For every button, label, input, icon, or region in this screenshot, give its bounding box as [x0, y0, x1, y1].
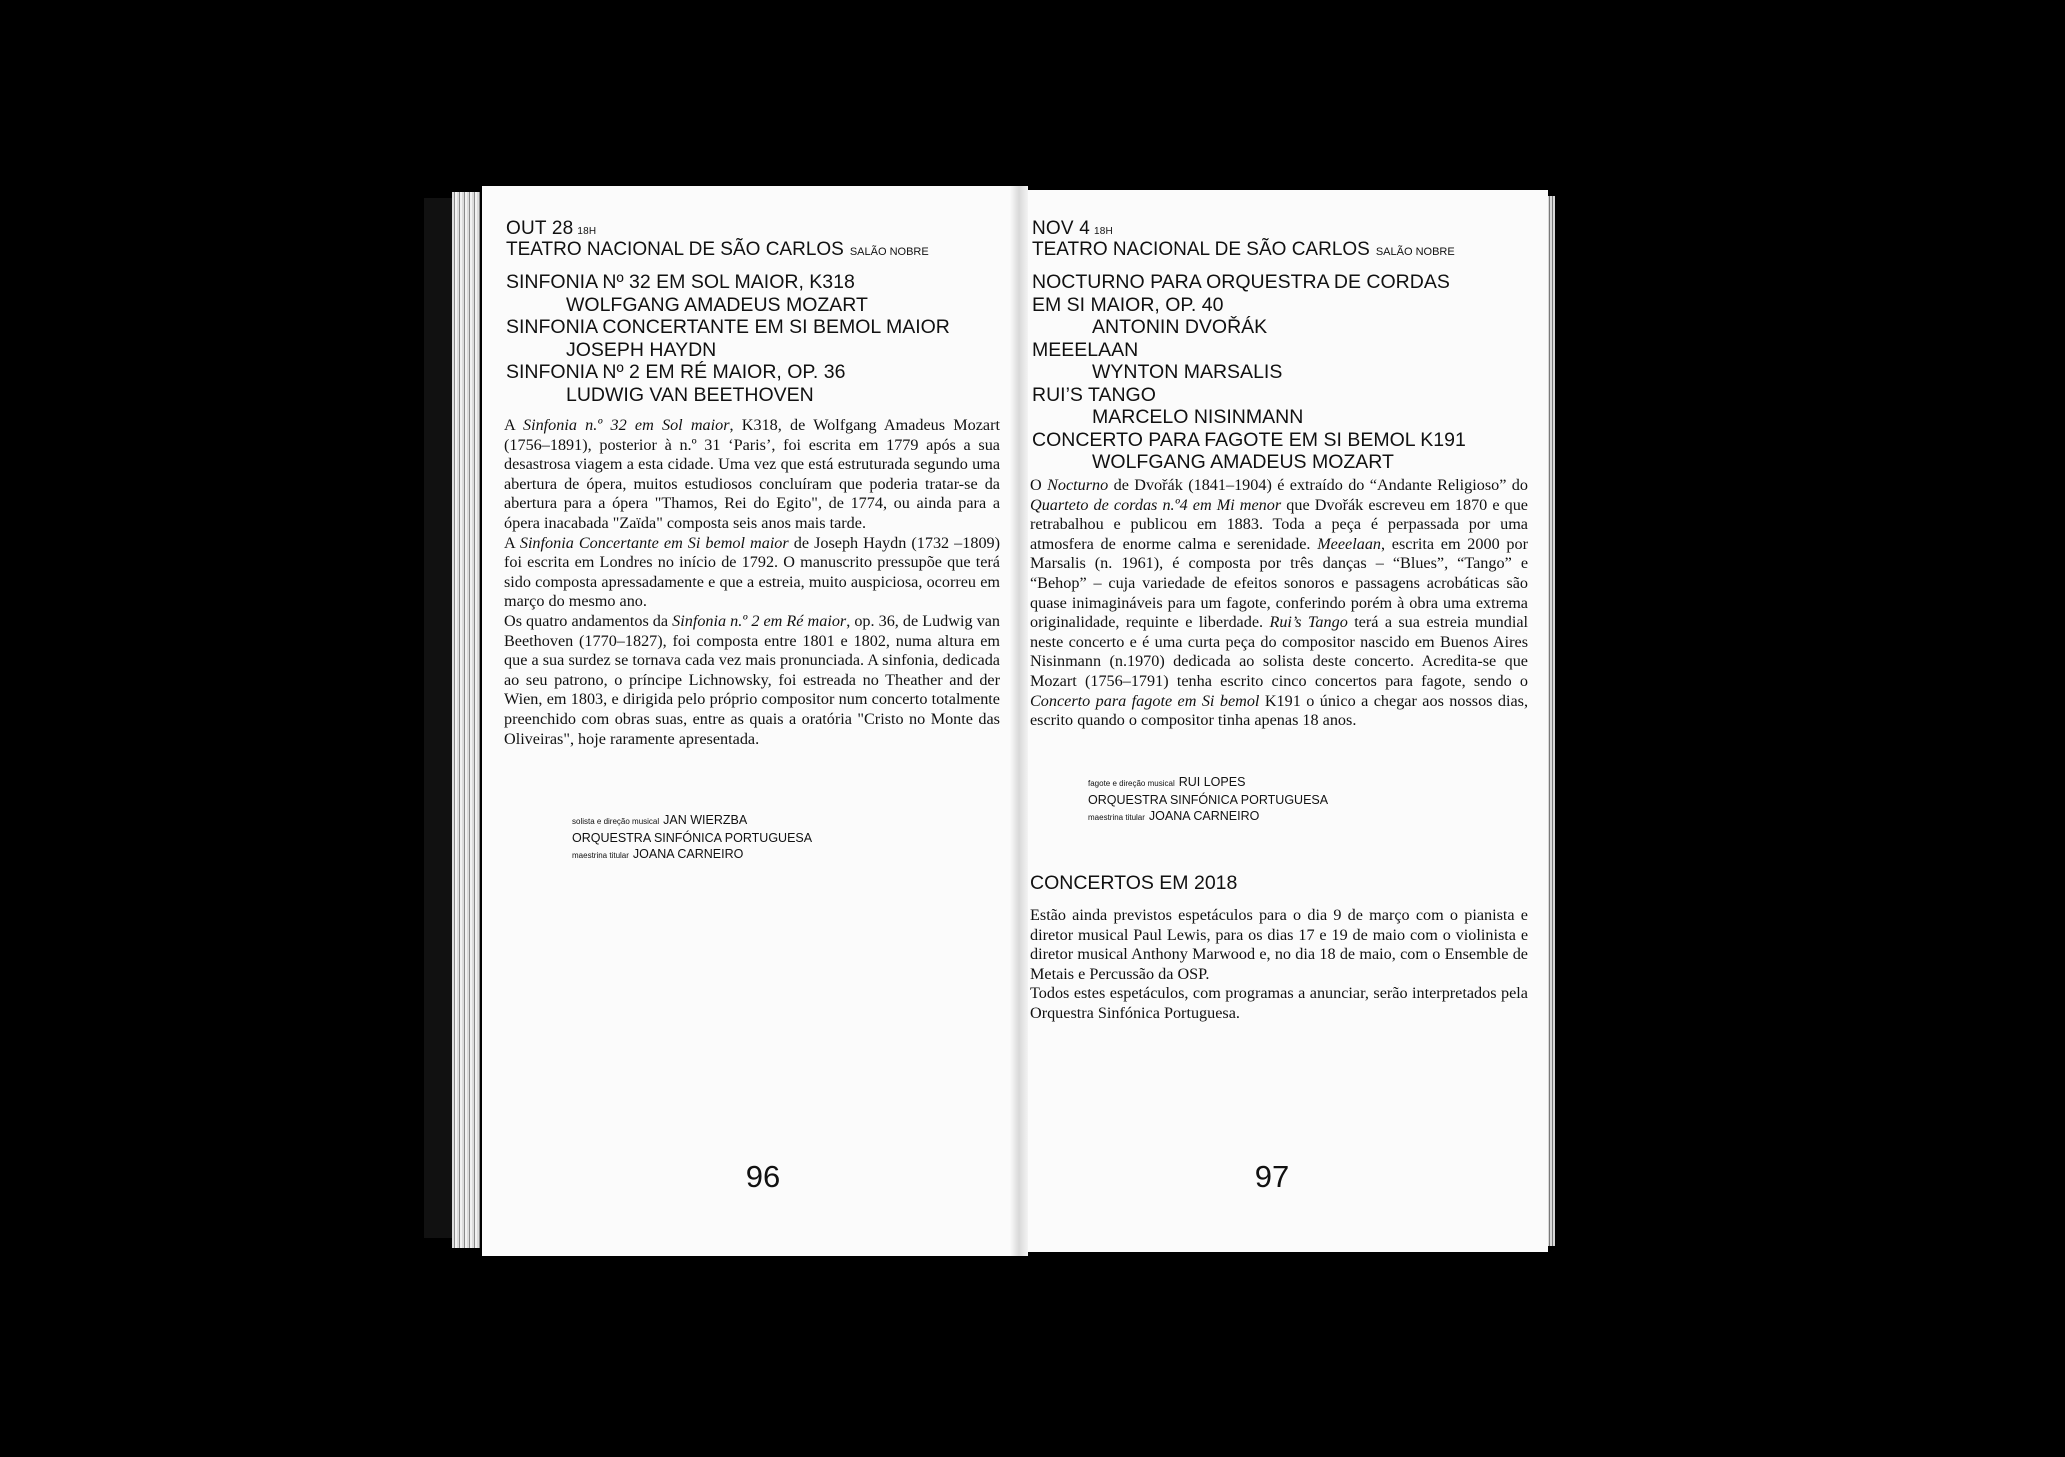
- conductor-name: JOANA CARNEIRO: [1148, 809, 1260, 823]
- performer-credits: [1088, 774, 1328, 826]
- program-work: EM SI MAIOR, OP. 40: [1032, 293, 1224, 316]
- soloist-credit: [1088, 774, 1328, 792]
- text-run: A: [504, 533, 520, 552]
- book-gutter: [1010, 186, 1028, 1256]
- soloist-role: solista e direção musical: [572, 817, 660, 826]
- soloist-credit: [572, 812, 812, 830]
- paragraph: [504, 416, 1000, 534]
- program-composer: MARCELO NISINMANN: [1092, 406, 1304, 428]
- concert-venue: [506, 239, 929, 261]
- text-run: O: [1030, 476, 1048, 494]
- text-run: Todos estes espetáculos, com programas a anunciar, serão interpretados pela Orquestra Sinfónica Portuguesa.: [1030, 984, 1528, 1022]
- text-run: , escrita em 2000 por Marsalis (n. 1961), é composta por três danças – “Blues”, “Tango” e “Behop” – cuja variedade de efeitos sonoros e passagens acrobáticas são quase inimagináveis para um fagote, conferindo porém à obra uma extrema originalidade, requinte e liberdade.: [1030, 534, 1529, 632]
- date-text: OUT 28: [506, 218, 574, 239]
- concert-date: [506, 218, 596, 240]
- section-body: [1030, 906, 1528, 1024]
- date-text: NOV 4: [1032, 218, 1091, 239]
- conductor-role: maestrina titular: [572, 851, 629, 860]
- venue-text: TEATRO NACIONAL DE SÃO CARLOS: [1032, 239, 1370, 260]
- italic-title: Nocturno: [1047, 476, 1109, 494]
- program-notes: [1030, 476, 1528, 731]
- program-work: MEEELAAN: [1032, 338, 1139, 361]
- italic-title: Concerto para fagote em Si bemol: [1030, 691, 1260, 710]
- program-list: [1032, 271, 1466, 474]
- text-run: K191 o único a chegar aos nossos dias, escrito quando o compositor tinha apenas 18 anos.: [1030, 691, 1529, 730]
- text-run: A: [504, 416, 523, 434]
- soloist-name: JAN WIERZBA: [663, 813, 748, 827]
- conductor-credit: [572, 846, 812, 864]
- paragraph: [1030, 906, 1528, 984]
- soloist-role: fagote e direção musical: [1088, 779, 1175, 788]
- program-work: SINFONIA Nº 2 EM RÉ MAIOR, OP. 36: [506, 361, 846, 383]
- time-text: 18H: [577, 226, 597, 237]
- orchestra-name: ORQUESTRA SINFÓNICA PORTUGUESA: [1088, 793, 1329, 807]
- italic-title: Sinfonia Concertante em Si bemol maior: [519, 533, 789, 552]
- page-number: 97: [1254, 1159, 1290, 1194]
- book-cover-edge: [424, 198, 454, 1238]
- conductor-credit: [1088, 808, 1328, 826]
- room-text: SALÃO NOBRE: [849, 246, 929, 258]
- italic-title: Sinfonia n.º 32 em Sol maior: [523, 416, 730, 434]
- conductor-name: JOANA CARNEIRO: [632, 847, 744, 861]
- soloist-name: RUI LOPES: [1178, 775, 1246, 789]
- page-number: 96: [745, 1159, 781, 1194]
- italic-title: Rui’s Tango: [1269, 613, 1348, 632]
- text-run: terá a sua estreia mundial neste concerto e é uma curta peça do compositor nascido em Buenos Aires Nisinmann (n.1970) dedicada ao solista deste concerto. Acredita-se que Mozart (1756–1791) tenha escrito cinco concertos para fagote, sendo o: [1030, 613, 1528, 690]
- orchestra-name: ORQUESTRA SINFÓNICA PORTUGUESA: [572, 831, 813, 845]
- program-list: [506, 271, 950, 406]
- program-work: SINFONIA Nº 32 EM SOL MAIOR, K318: [506, 271, 855, 293]
- text-run: de Dvořák (1841–1904) é extraído do “Andante Religioso” do: [1108, 476, 1528, 494]
- text-run: de Joseph Haydn (1732 –1809) foi escrita em Londres no início de 1792. O manuscrito pressupõe que terá sido composta apressadamente e que a estreia, muito auspiciosa, ocorreu em março do mesmo ano.: [504, 533, 1001, 611]
- paragraph: [504, 612, 1000, 749]
- paragraph: [1030, 984, 1528, 1023]
- italic-title: Meeelaan: [1317, 534, 1382, 553]
- program-composer: WOLFGANG AMADEUS MOZART: [1092, 451, 1394, 473]
- program-work: CONCERTO PARA FAGOTE EM SI BEMOL K191: [1032, 428, 1466, 451]
- program-composer: WYNTON MARSALIS: [1092, 361, 1283, 383]
- italic-title: Quarteto de cordas n.º4 em Mi menor: [1030, 495, 1282, 514]
- program-composer: WOLFGANG AMADEUS MOZART: [566, 293, 868, 316]
- paragraph: [504, 534, 1000, 612]
- program-composer: ANTONIN DVOŘÁK: [1092, 316, 1268, 338]
- text-run: que Dvořák escreveu em 1870 e que retrabalhou e publicou em 1883. Toda a peça é perpassada por uma atmosfera de enorme calma e serenidade.: [1030, 495, 1528, 553]
- venue-text: TEATRO NACIONAL DE SÃO CARLOS: [506, 239, 844, 260]
- room-text: SALÃO NOBRE: [1375, 246, 1455, 258]
- conductor-role: maestrina titular: [1088, 813, 1145, 822]
- program-composer: LUDWIG VAN BEETHOVEN: [566, 383, 814, 406]
- italic-title: Sinfonia n.º 2 em Ré maior: [672, 611, 847, 630]
- text-run: , K318, de Wolfgang Amadeus Mozart (1756–1891), posterior à n.º 31 ‘Paris’, foi escrita em 1779 após a sua desastrosa viagem a esta cidade. Uma vez que está estruturada segundo uma abertura de ópera, muitos estudiosos concluíram que poderia tratar-se da abertura para a ópera "Thamos, Rei do Egito", de 1774, ou ainda para a ópera inacabada "Zaïda" composta seis anos mais tarde.: [504, 416, 1001, 532]
- page-stack-edge-left: [452, 192, 480, 1248]
- text-run: Os quatro andamentos da: [504, 611, 673, 630]
- section-title: CONCERTOS EM 2018: [1030, 872, 1238, 894]
- program-composer: JOSEPH HAYDN: [566, 338, 717, 361]
- paragraph: [1030, 476, 1528, 731]
- right-page: [1018, 190, 1548, 1252]
- program-work: NOCTURNO PARA ORQUESTRA DE CORDAS: [1032, 271, 1450, 293]
- concert-venue: [1032, 239, 1455, 261]
- program-notes: [504, 416, 1000, 749]
- time-text: 18H: [1094, 226, 1113, 237]
- program-work: RUI’S TANGO: [1032, 383, 1156, 406]
- page-stack-edge-right: [1547, 196, 1555, 1246]
- concert-date: [1032, 218, 1113, 240]
- performer-credits: [572, 812, 812, 864]
- program-work: SINFONIA CONCERTANTE EM SI BEMOL MAIOR: [506, 316, 950, 338]
- left-page: [482, 186, 1018, 1256]
- text-run: Estão ainda previstos espetáculos para o dia 9 de março com o pianista e diretor musical Paul Lewis, para os dias 17 e 19 de maio com o violinista e diretor musical Anthony Marwood e, no dia 18 de maio, com o Ensemble de Metais e Percussão da OSP.: [1030, 906, 1528, 983]
- text-run: , op. 36, de Ludwig van Beethoven (1770–1827), foi composta entre 1801 e 1802, numa altura em que a sua surdez se tornava cada vez mais pronunciada. A sinfonia, dedicada ao seu patrono, o príncipe Lichnowsky, foi estreada no Theather and der Wien, em 1803, e dirigida pelo próprio compositor num concerto totalmente preenchido com obras suas, entre as quais a oratória "Cristo no Monte das Oliveiras", hoje raramente apresentada.: [504, 611, 1000, 748]
